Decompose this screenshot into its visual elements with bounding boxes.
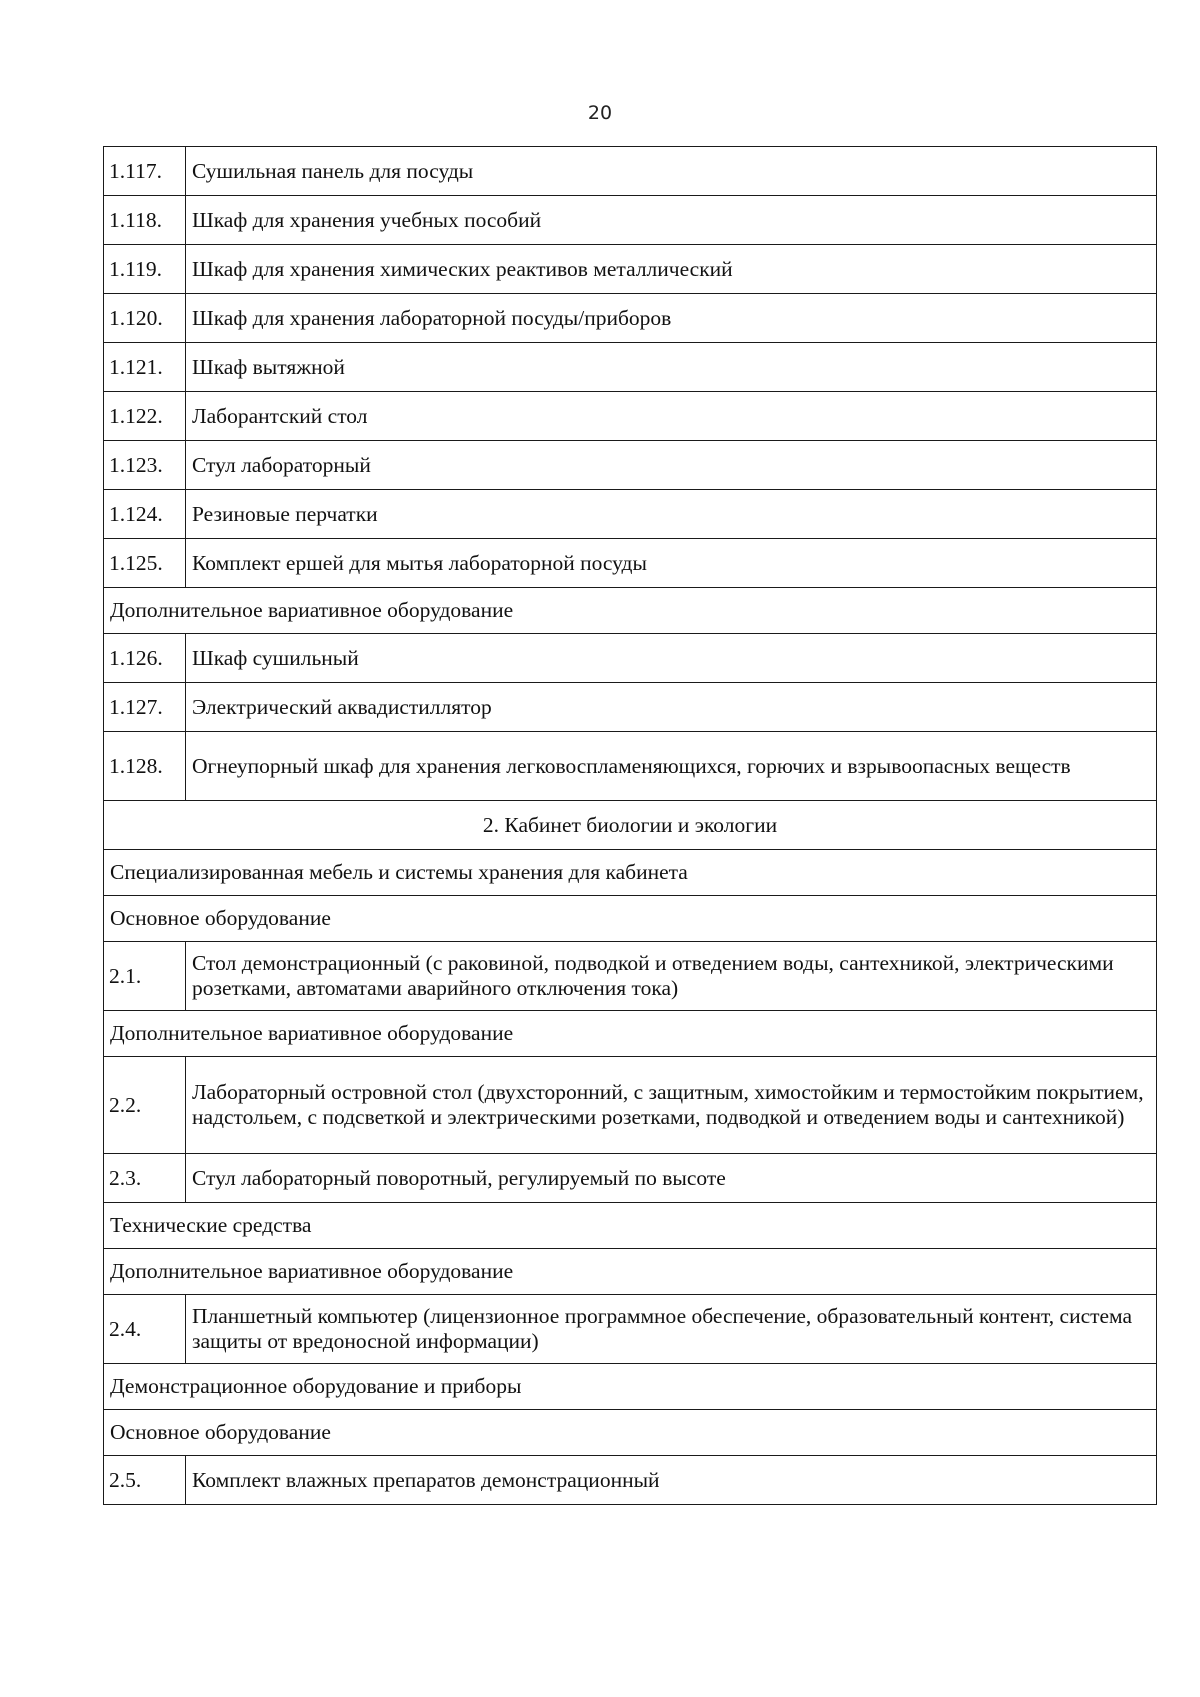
table-row <box>104 634 1157 683</box>
section-heading: Основное оборудование <box>104 896 1157 942</box>
table-row <box>104 732 1157 801</box>
item-number: 2.3. <box>104 1154 186 1203</box>
item-number: 1.118. <box>104 196 186 245</box>
item-description: Стул лабораторный <box>186 441 1157 490</box>
item-description: Комплект ершей для мытья лабораторной посуды <box>186 539 1157 588</box>
table-row <box>104 490 1157 539</box>
item-number: 1.122. <box>104 392 186 441</box>
item-description: Лаборантский стол <box>186 392 1157 441</box>
cabinet-heading: 2. Кабинет биологии и экологии <box>104 801 1157 850</box>
table-row <box>104 392 1157 441</box>
item-number: 1.126. <box>104 634 186 683</box>
section-heading: Дополнительное вариативное оборудование <box>104 588 1157 634</box>
section-heading: Демонстрационное оборудование и приборы <box>104 1364 1157 1410</box>
item-description: Шкаф вытяжной <box>186 343 1157 392</box>
item-description: Стол демонстрационный (с раковиной, подводкой и отведением воды, сантехникой, электрическими розетками, автоматами аварийного отключения тока) <box>186 942 1157 1011</box>
section-row <box>104 1410 1157 1456</box>
table-row <box>104 1456 1157 1505</box>
table-row <box>104 147 1157 196</box>
section-row <box>104 1364 1157 1410</box>
item-number: 2.1. <box>104 942 186 1011</box>
item-description: Резиновые перчатки <box>186 490 1157 539</box>
table-row <box>104 1295 1157 1364</box>
item-number: 1.121. <box>104 343 186 392</box>
item-number: 1.120. <box>104 294 186 343</box>
item-number: 1.125. <box>104 539 186 588</box>
section-row <box>104 1011 1157 1057</box>
item-description: Сушильная панель для посуды <box>186 147 1157 196</box>
section-row <box>104 588 1157 634</box>
item-number: 2.4. <box>104 1295 186 1364</box>
item-number: 1.119. <box>104 245 186 294</box>
item-description: Шкаф для хранения лабораторной посуды/приборов <box>186 294 1157 343</box>
item-description: Шкаф сушильный <box>186 634 1157 683</box>
section-heading: Технические средства <box>104 1203 1157 1249</box>
item-description: Планшетный компьютер (лицензионное программное обеспечение, образовательный контент, система защиты от вредоносной информации) <box>186 1295 1157 1364</box>
item-number: 1.123. <box>104 441 186 490</box>
table-row <box>104 294 1157 343</box>
item-number: 1.128. <box>104 732 186 801</box>
item-number: 1.127. <box>104 683 186 732</box>
table-row <box>104 441 1157 490</box>
section-row <box>104 850 1157 896</box>
table-row <box>104 245 1157 294</box>
section-row <box>104 1249 1157 1295</box>
item-description: Комплект влажных препаратов демонстрационный <box>186 1456 1157 1505</box>
table-row <box>104 539 1157 588</box>
item-number: 2.2. <box>104 1057 186 1154</box>
equipment-table <box>103 146 1157 1505</box>
table-row <box>104 1057 1157 1154</box>
item-description: Стул лабораторный поворотный, регулируемый по высоте <box>186 1154 1157 1203</box>
section-heading: Специализированная мебель и системы хранения для кабинета <box>104 850 1157 896</box>
section-heading: Дополнительное вариативное оборудование <box>104 1249 1157 1295</box>
section-heading: Основное оборудование <box>104 1410 1157 1456</box>
section-row <box>104 896 1157 942</box>
item-number: 1.124. <box>104 490 186 539</box>
item-description: Огнеупорный шкаф для хранения легковоспламеняющихся, горючих и взрывоопасных веществ <box>186 732 1157 801</box>
section-heading: Дополнительное вариативное оборудование <box>104 1011 1157 1057</box>
section-row <box>104 1203 1157 1249</box>
table-row <box>104 343 1157 392</box>
table-row <box>104 196 1157 245</box>
page-number: 20 <box>587 102 613 124</box>
table-row <box>104 1154 1157 1203</box>
item-description: Лабораторный островной стол (двухсторонний, с защитным, химостойким и термостойким покрытием, надстольем, с подсветкой и электрическими розетками, подводкой и отведением воды и сантехникой) <box>186 1057 1157 1154</box>
item-number: 1.117. <box>104 147 186 196</box>
item-number: 2.5. <box>104 1456 186 1505</box>
item-description: Шкаф для хранения учебных пособий <box>186 196 1157 245</box>
item-description: Шкаф для хранения химических реактивов металлический <box>186 245 1157 294</box>
item-description: Электрический аквадистиллятор <box>186 683 1157 732</box>
cabinet-heading-row <box>104 801 1157 850</box>
table-row <box>104 942 1157 1011</box>
equipment-table-body <box>104 147 1157 1505</box>
table-row <box>104 683 1157 732</box>
